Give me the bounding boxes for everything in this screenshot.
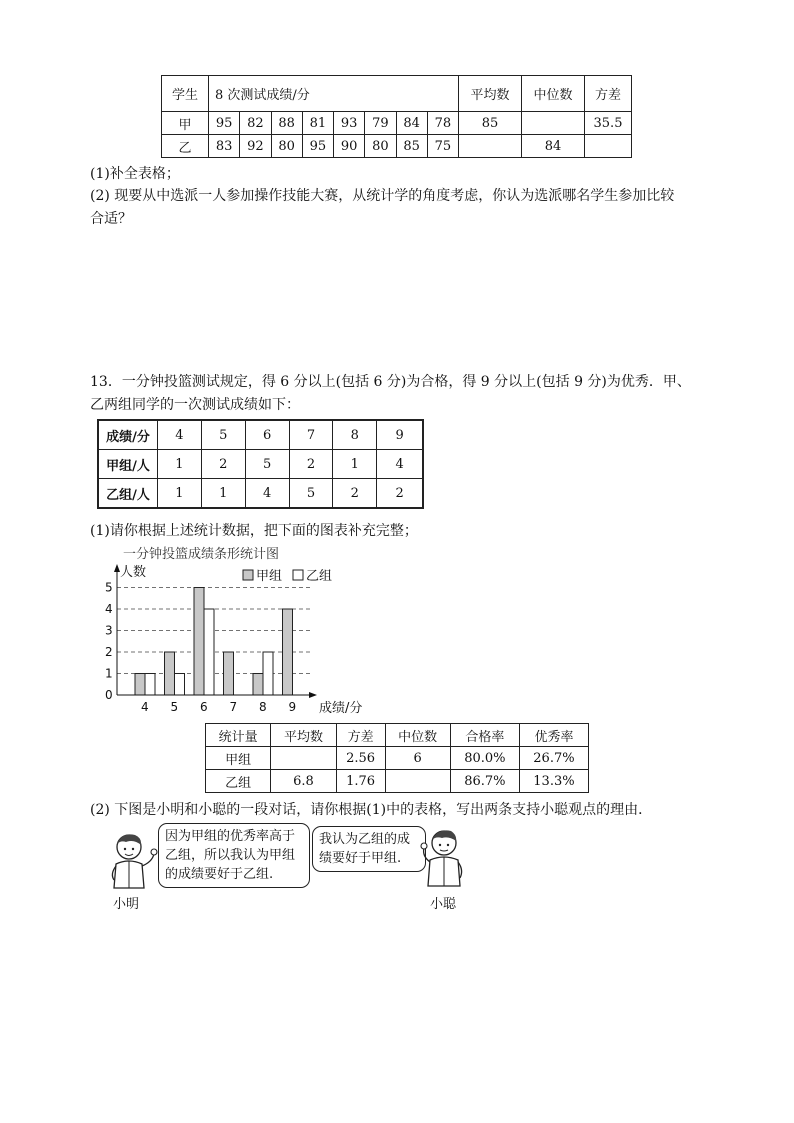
bar-乙组-4 xyxy=(145,674,155,696)
score-cell: 81 xyxy=(302,112,333,135)
q13-intro-line1: 13．一分钟投篮测试规定，得 6 分以上(包括 6 分)为合格，得 9 分以上(包括 9 分)为优秀．甲、 xyxy=(90,374,691,390)
table-cell: 2 xyxy=(289,450,333,479)
table-cell: 26.7% xyxy=(519,747,588,770)
bar-乙组-8 xyxy=(263,652,273,695)
table-header-row xyxy=(162,76,632,112)
score-cell: 92 xyxy=(240,135,271,158)
row-label: 甲组/人 xyxy=(98,450,158,479)
q12-part2-line1: (2) 现要从中选派一人参加操作技能大赛，从统计学的角度考虑，你认为选派哪名学生参加比较 xyxy=(90,188,675,204)
bar-乙组-6 xyxy=(204,609,214,695)
table-cell: 1 xyxy=(158,479,202,509)
table-cell xyxy=(271,747,336,770)
q13-intro-line2: 乙两组同学的一次测试成绩如下： xyxy=(90,397,300,413)
bar-甲组-6 xyxy=(194,588,204,696)
table-cell: 6.8 xyxy=(271,770,336,793)
bar-甲组-4 xyxy=(135,674,145,696)
variance-cell xyxy=(585,135,632,158)
x-axis-arrow xyxy=(309,692,317,698)
x-tick-label: 9 xyxy=(288,700,297,714)
table-cell: 1 xyxy=(158,450,202,479)
score-cell: 78 xyxy=(427,112,458,135)
header-cell: 6 xyxy=(245,420,289,450)
variance-cell: 35.5 xyxy=(585,112,632,135)
xiaoming-line: 乙组，所以我认为甲组 xyxy=(165,848,296,863)
xiaocong-name: 小聪 xyxy=(430,897,457,912)
table-cell: 1 xyxy=(333,450,377,479)
bar-甲组-5 xyxy=(165,652,175,695)
header-cell: 方差 xyxy=(336,724,385,747)
table-cell: 2 xyxy=(333,479,377,509)
bar-甲组-7 xyxy=(224,652,234,695)
chart-title: 一分钟投篮成绩条形统计图 xyxy=(123,547,280,562)
score-cell: 79 xyxy=(365,112,396,135)
bar-甲组-8 xyxy=(253,674,263,696)
mean-cell: 85 xyxy=(459,112,522,135)
row-label: 乙组 xyxy=(206,770,271,793)
y-axis-label: 人数 xyxy=(120,565,147,580)
header-cell: 平均数 xyxy=(271,724,336,747)
table-cell: 4 xyxy=(377,450,423,479)
table-cell: 5 xyxy=(289,479,333,509)
x-tick-label: 6 xyxy=(200,700,208,714)
bar-chart xyxy=(95,542,365,717)
table-cell: 4 xyxy=(245,479,289,509)
header-cell: 4 xyxy=(158,420,202,450)
student-scores-table xyxy=(161,75,632,158)
legend-swatch-乙组 xyxy=(293,570,303,580)
table-cell: 1.76 xyxy=(336,770,385,793)
chart-bars xyxy=(135,588,293,696)
y-tick-label: 5 xyxy=(105,580,113,595)
y-tick-label: 2 xyxy=(105,645,113,659)
score-distribution-table xyxy=(97,419,424,509)
score-cell: 95 xyxy=(209,112,240,135)
y-tick-label: 0 xyxy=(105,688,113,702)
score-cell: 80 xyxy=(365,135,396,158)
x-tick-label: 7 xyxy=(229,700,238,714)
y-tick-label: 4 xyxy=(105,602,113,616)
score-cell: 84 xyxy=(396,112,427,135)
header-student: 学生 xyxy=(162,76,209,112)
table-row xyxy=(98,450,423,479)
row-label: 乙组/人 xyxy=(98,479,158,509)
table-cell: 6 xyxy=(385,747,450,770)
table-cell xyxy=(385,770,450,793)
score-cell: 93 xyxy=(334,112,365,135)
q12-part1: (1)补全表格； xyxy=(90,166,180,182)
header-cell: 7 xyxy=(289,420,333,450)
score-cell: 83 xyxy=(209,135,240,158)
row-label: 甲组 xyxy=(206,747,271,770)
header-cell: 优秀率 xyxy=(519,724,588,747)
mean-cell xyxy=(459,135,522,158)
student-name: 甲 xyxy=(162,112,209,135)
statistics-table xyxy=(205,723,589,793)
header-variance: 方差 xyxy=(585,76,632,112)
table-cell: 13.3% xyxy=(519,770,588,793)
y-tick-label: 1 xyxy=(105,666,113,681)
bar-甲组-9 xyxy=(283,609,293,695)
table-cell: 86.7% xyxy=(450,770,519,793)
table-cell: 2.56 xyxy=(336,747,385,770)
header-cell: 统计量 xyxy=(206,724,271,747)
table-row xyxy=(206,770,589,793)
boy-xiaocong-illustration xyxy=(418,826,470,892)
header-cell: 8 xyxy=(333,420,377,450)
header-median: 中位数 xyxy=(522,76,585,112)
score-cell: 95 xyxy=(302,135,333,158)
score-cell: 88 xyxy=(271,112,302,135)
score-cell: 85 xyxy=(396,135,427,158)
boy-xiaoming-illustration xyxy=(104,830,162,894)
x-tick-label: 8 xyxy=(259,700,267,714)
table-row xyxy=(162,112,632,135)
table-cell: 1 xyxy=(201,479,245,509)
table-row xyxy=(162,135,632,158)
table-cell: 2 xyxy=(201,450,245,479)
header-scores: 8 次测试成绩/分 xyxy=(209,76,459,112)
legend-label-甲组: 甲组 xyxy=(256,569,283,584)
header-cell: 中位数 xyxy=(385,724,450,747)
median-cell xyxy=(522,112,585,135)
q12-part2-line2: 合适？ xyxy=(90,211,132,227)
legend-label-乙组: 乙组 xyxy=(306,569,333,584)
xiaocong-line: 我认为乙组的成 xyxy=(319,832,411,847)
score-cell: 75 xyxy=(427,135,458,158)
xiaoming-line: 因为甲组的优秀率高于 xyxy=(165,829,296,844)
table-row xyxy=(98,479,423,509)
table-cell: 2 xyxy=(377,479,423,509)
legend-swatch-甲组 xyxy=(243,570,253,580)
y-tick-label: 3 xyxy=(105,623,113,638)
q13-part2: (2) 下图是小明和小聪的一段对话，请你根据(1)中的表格，写出两条支持小聪观点的理由． xyxy=(90,802,653,818)
student-name: 乙 xyxy=(162,135,209,158)
median-cell: 84 xyxy=(522,135,585,158)
bar-乙组-5 xyxy=(175,674,185,696)
xiaoming-speech-bubble xyxy=(158,823,310,888)
table-row xyxy=(206,747,589,770)
table-cell: 5 xyxy=(245,450,289,479)
header-mean: 平均数 xyxy=(459,76,522,112)
table-cell: 80.0% xyxy=(450,747,519,770)
score-cell: 80 xyxy=(271,135,302,158)
q13-part1: (1)请你根据上述统计数据，把下面的图表补充完整； xyxy=(90,523,418,539)
xiaoming-name: 小明 xyxy=(113,897,140,912)
score-cell: 90 xyxy=(334,135,365,158)
x-axis-label: 成绩/分 xyxy=(319,701,363,716)
header-score: 成绩/分 xyxy=(98,420,158,450)
x-tick-label: 4 xyxy=(141,700,149,714)
table-header-row xyxy=(98,420,423,450)
table-header-row xyxy=(206,724,589,747)
x-tick-label: 5 xyxy=(170,700,179,714)
header-cell: 合格率 xyxy=(450,724,519,747)
xiaocong-line: 绩要好于甲组. xyxy=(319,851,402,866)
header-cell: 9 xyxy=(377,420,423,450)
xiaoming-line: 的成绩要好于乙组. xyxy=(165,867,274,882)
score-cell: 82 xyxy=(240,112,271,135)
xiaocong-speech-bubble xyxy=(312,826,426,872)
header-cell: 5 xyxy=(201,420,245,450)
chart-legend xyxy=(243,569,332,584)
